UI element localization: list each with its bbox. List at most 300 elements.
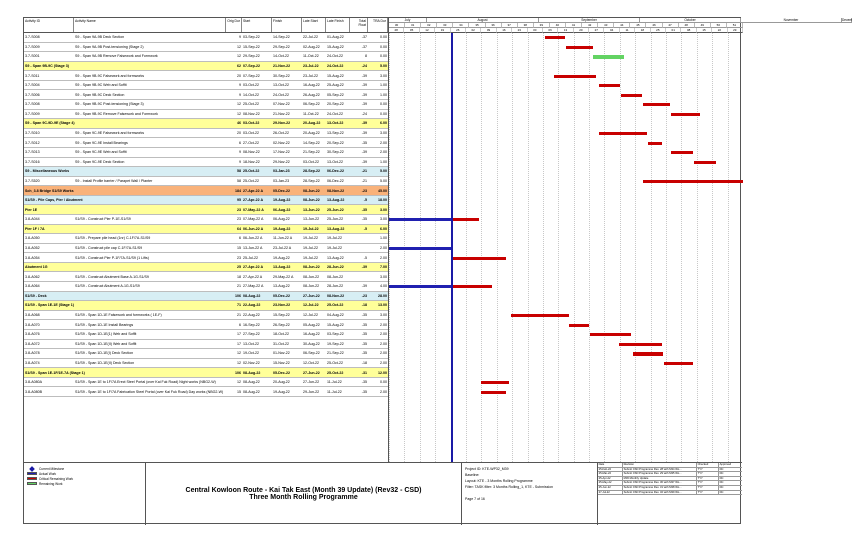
cell-st: 08-Aug-22 xyxy=(243,380,260,385)
cell-od: 20 xyxy=(237,73,241,78)
gantt-bar[interactable] xyxy=(481,391,506,394)
cell-ls: 12-Oct-22 xyxy=(303,360,319,365)
table-row[interactable] xyxy=(24,387,388,397)
table-row[interactable] xyxy=(24,158,388,168)
month-header: Decem xyxy=(842,18,852,22)
day-header: 26 xyxy=(451,28,466,33)
group-header-row[interactable] xyxy=(24,205,388,215)
gantt-bar[interactable] xyxy=(648,142,662,145)
cell-tf: -35 xyxy=(361,140,367,145)
cell-ls: 27-Jun-22 xyxy=(303,380,320,385)
cell-lf: 13-Aug-22 xyxy=(327,226,345,231)
week-header: 42 xyxy=(582,23,598,28)
cell-st: 03-Oct-22 xyxy=(243,121,260,126)
cell-tr: 5.00 xyxy=(380,64,387,69)
cell-ls: 06-Sep-22 xyxy=(303,351,320,356)
col-total-float[interactable]: Total Float xyxy=(350,18,368,32)
cell-lf: 28-Jun-22 xyxy=(327,284,344,289)
cell-lf: 19-Sep-22 xyxy=(327,341,344,346)
cell-lf: 04-Aug-22 xyxy=(327,313,344,318)
cell-st: 08-Aug-22 xyxy=(243,293,261,298)
cell-name: S1/S9 - Construct Pier P-1F/7A-S1/S9 (1 Lifts) xyxy=(75,255,149,260)
cell-ls: 28-Sep-22 xyxy=(303,178,320,183)
cell-fn: 19-Aug-22 xyxy=(273,198,291,203)
table-header xyxy=(24,18,388,33)
day-header: 15 xyxy=(697,28,712,33)
cell-od: 12 xyxy=(237,360,241,365)
cell-id: 3.8-A052 xyxy=(25,246,40,250)
gantt-bar[interactable] xyxy=(452,218,479,221)
week-header: 43 xyxy=(598,23,614,28)
cell-tf: -39 xyxy=(361,92,367,97)
cell-lf: 13-Aug-22 xyxy=(327,255,344,260)
cell-id: 3.7-S001 xyxy=(25,54,40,59)
col-late-start[interactable]: Late Start xyxy=(302,18,326,32)
cell-tr: 6.00 xyxy=(380,121,387,126)
gantt-bar[interactable] xyxy=(389,247,452,250)
cell-od: 15 xyxy=(237,246,241,250)
gantt-bar[interactable] xyxy=(389,218,452,221)
cell-st: 18-Nov-22 xyxy=(243,159,260,164)
cell-tr: 2.00 xyxy=(380,389,387,394)
cell-tr: 2.00 xyxy=(380,360,387,365)
group-header-row[interactable] xyxy=(24,263,388,273)
filter-name: Filter: TASK filter: 3 Months Rolling_1, KTE - Submission xyxy=(465,485,553,489)
group-header-row[interactable] xyxy=(24,301,388,311)
cell-ls: 12-Jul-22 xyxy=(303,313,318,318)
cell-tr: 0.00 xyxy=(380,102,387,107)
cell-name: S9 - Span 9B-9C Web and Soffit xyxy=(75,83,127,88)
revision-cell: TYY xyxy=(697,472,719,476)
cell-fn: 19-Aug-22 xyxy=(273,255,290,260)
cell-st: 07-Sep-22 xyxy=(243,64,260,69)
grid-line xyxy=(543,33,544,462)
table-row[interactable] xyxy=(24,253,388,263)
cell-st: 16-Sep-22 xyxy=(243,322,260,327)
cell-od: 12 xyxy=(237,351,241,356)
cell-fn: 11-Jun-22 A xyxy=(273,236,293,241)
cell-od: 12 xyxy=(237,102,241,107)
table-row[interactable] xyxy=(24,215,388,225)
table-row[interactable] xyxy=(24,90,388,100)
cell-id: 3.7-S008 xyxy=(25,102,40,107)
gantt-bar[interactable] xyxy=(633,352,664,355)
cell-st: 27-Apr-22 A xyxy=(243,274,263,279)
cell-ls: 23-Jul-22 xyxy=(303,73,318,78)
gantt-bar[interactable] xyxy=(643,103,671,106)
cell-id: 3.7-S520 xyxy=(25,178,40,183)
day-header: 01 xyxy=(666,28,681,33)
cell-tf: -39 xyxy=(361,150,367,155)
gantt-bar[interactable] xyxy=(452,257,506,260)
cell-fn: 15-Nov-22 xyxy=(273,360,290,365)
cell-od: 58 xyxy=(237,169,241,174)
cell-lf: 06-Dec-22 xyxy=(327,178,344,183)
table-row[interactable] xyxy=(24,110,388,120)
gantt-bar[interactable] xyxy=(619,343,662,346)
cell-st: 03-Oct-22 xyxy=(243,131,259,136)
gantt-bar[interactable] xyxy=(569,324,589,327)
gantt-bar[interactable] xyxy=(511,314,569,317)
week-header: 34 xyxy=(453,23,469,28)
table-row[interactable] xyxy=(24,320,388,330)
cell-ls: 08-Jun-22 xyxy=(303,198,320,203)
table-row[interactable] xyxy=(24,177,388,187)
cell-fn: 03-Jan-23 xyxy=(273,178,290,183)
revision-cell: Submit CSD Programme Rev. 29 with M35 Wo... xyxy=(623,472,697,476)
month-header: August xyxy=(427,18,539,23)
col-activity-id[interactable]: Activity ID xyxy=(24,18,74,32)
cell-fn: 01-Nov-22 xyxy=(273,351,290,356)
grid-line xyxy=(697,33,698,462)
cell-tr: 4.00 xyxy=(380,284,387,289)
revision-cell: Revision xyxy=(623,463,697,467)
day-header: 23 xyxy=(512,28,527,33)
cell-id: 3.8-A080A xyxy=(25,380,42,385)
gantt-bar[interactable] xyxy=(566,46,593,49)
week-header: 36 xyxy=(486,23,502,28)
cell-tf: -39 xyxy=(361,265,367,270)
table-row[interactable] xyxy=(24,234,388,244)
cell-lf: 19-Jul-22 xyxy=(327,236,342,241)
cell-name: S1/S9 - Span 1E to 1F/7A Fabrication Steel Portal (over Kai Fuk Road) Day works (NBG2-W) xyxy=(75,389,224,394)
cell-id: 3.8-A050 xyxy=(25,236,40,241)
cell-st: 27-Oct-22 xyxy=(243,140,259,145)
cell-name: S9 - Span 9A-9B Remove Falsework and Formwork xyxy=(75,54,158,59)
revision-cell: DC xyxy=(719,481,724,485)
revision-cell: 27-Jul-22 xyxy=(598,491,623,495)
cell-tr: 3.00 xyxy=(380,217,387,222)
cell-tr: 1.00 xyxy=(380,159,387,164)
grid-line xyxy=(466,33,467,462)
group-header-row[interactable] xyxy=(24,62,388,72)
day-header: 19 xyxy=(435,28,450,33)
cell-od: 18 xyxy=(237,274,241,279)
col-tra-dur[interactable]: TRA Dur xyxy=(368,18,388,32)
cell-fn: 21-Nov-22 xyxy=(273,111,290,116)
col-start[interactable]: Start xyxy=(242,18,272,32)
cell-tf: -35 xyxy=(361,341,367,346)
cell-lf: 13-Oct-22 xyxy=(327,121,344,126)
cell-name: S9 - Span 9B-9C Post-tensioning (Stage 3) xyxy=(75,102,144,107)
cell-tr: 1.00 xyxy=(380,92,387,97)
cell-ls: 19-Jul-22 xyxy=(303,226,319,231)
cell-id: Abutment 1G xyxy=(25,265,48,270)
cell-name: S1/S9 - Span 1D-1E(I) Deck Section xyxy=(75,351,134,356)
col-late-finish[interactable]: Late Finish xyxy=(326,18,350,32)
table-row[interactable] xyxy=(24,282,388,292)
table-row[interactable] xyxy=(24,129,388,139)
gantt-bar[interactable] xyxy=(643,180,743,183)
cell-fn: 05-Dec-22 xyxy=(273,188,290,193)
revision-cell: M36 Monthly Update xyxy=(623,477,697,481)
cell-od: 12 xyxy=(237,380,241,385)
gantt-bar[interactable] xyxy=(621,94,642,97)
gantt-bar[interactable] xyxy=(593,55,624,58)
table-row[interactable] xyxy=(24,272,388,282)
legend-label: Actual Work xyxy=(39,471,57,476)
legend-swatch xyxy=(27,482,37,485)
week-header: 48 xyxy=(679,23,695,28)
cell-lf: 25-Aug-22 xyxy=(327,83,344,88)
col-finish[interactable]: Finish xyxy=(272,18,302,32)
cell-st: 07-Sep-22 xyxy=(243,73,260,78)
cell-st: 13-Oct-22 xyxy=(243,341,259,346)
table-row[interactable] xyxy=(24,340,388,350)
cell-ls: 03-Oct-22 xyxy=(303,159,319,164)
revision-cell: Checked xyxy=(697,463,719,467)
revision-cell: 25-Jun-22 xyxy=(598,486,623,490)
baseline: Baseline: xyxy=(465,473,480,477)
cell-tf: -5 xyxy=(363,198,367,203)
data-date-line xyxy=(451,33,452,462)
cell-name: S1/S9 - Span 1D-1E(1) Web and Soffit xyxy=(75,332,137,337)
cell-tf: -21 xyxy=(361,178,367,183)
month-header: September xyxy=(539,18,640,23)
legend-label: Current Milestone xyxy=(39,466,65,471)
table-row[interactable] xyxy=(24,71,388,81)
cell-id: 3.8-A072 xyxy=(25,341,40,346)
cell-fn: 26-Oct-22 xyxy=(273,131,289,136)
cell-ls: 05-Aug-22 xyxy=(303,322,320,327)
cell-id: 3.7-S009 xyxy=(25,44,40,49)
cell-tr: 5.00 xyxy=(380,178,387,183)
cell-ls: 20-Aug-22 xyxy=(303,131,320,136)
grid-line xyxy=(528,33,529,462)
cell-tf: -39 xyxy=(361,121,367,126)
cell-od: 23 xyxy=(237,255,241,260)
grid-line xyxy=(589,33,590,462)
cell-tr: 0.00 xyxy=(380,111,387,116)
revision-cell: TYY xyxy=(697,491,719,495)
cell-od: 23 xyxy=(237,217,241,222)
activity-table xyxy=(24,18,388,397)
week-header: 32 xyxy=(421,23,437,28)
table-row[interactable] xyxy=(24,148,388,158)
cell-tf: -24 xyxy=(361,111,367,116)
cell-lf: 21-Sep-22 xyxy=(327,351,344,356)
project-info xyxy=(462,462,598,525)
cell-st: 08-Nov-22 xyxy=(243,150,260,155)
col-orig-dur[interactable]: Orig Dur xyxy=(226,18,242,32)
week-header: 35 xyxy=(469,23,485,28)
table-row[interactable] xyxy=(24,138,388,148)
cell-st: 27-Apr-22 A xyxy=(243,188,264,193)
cell-od: 21 xyxy=(237,313,241,318)
gantt-bar[interactable] xyxy=(389,285,452,288)
cell-tr: 1.00 xyxy=(380,83,387,88)
gantt-bar[interactable] xyxy=(694,161,716,164)
cell-od: 9 xyxy=(239,159,241,164)
revision-cell: TYY xyxy=(697,477,719,481)
grid-line xyxy=(651,33,652,462)
month-header: November xyxy=(741,18,842,23)
table-row[interactable] xyxy=(24,81,388,91)
cell-fn: 14-Sep-22 xyxy=(273,35,290,40)
week-header: 40 xyxy=(550,23,566,28)
revision-cell: Submit CSD Programme Rev. 32 with M39 Wo... xyxy=(623,491,697,495)
table-row[interactable] xyxy=(24,349,388,359)
group-header-row[interactable] xyxy=(24,186,388,196)
group-header-row[interactable] xyxy=(24,368,388,378)
cell-id: S1/S9 - Pile Caps, Pier / Abutment xyxy=(25,198,83,203)
cell-id: 3.7-S009 xyxy=(25,111,40,116)
cell-st: 25-Oct-22 xyxy=(243,169,260,174)
cell-od: 12 xyxy=(237,54,241,59)
cell-tr: 45.00 xyxy=(378,188,387,193)
cell-od: 95 xyxy=(237,198,241,203)
cell-st: 15-Sep-22 xyxy=(243,44,260,49)
cell-lf: 25-Jun-22 xyxy=(327,217,344,222)
group-header-row[interactable] xyxy=(24,196,388,206)
cell-id: S1/S9 - Deck xyxy=(25,293,47,298)
gantt-bar[interactable] xyxy=(664,362,692,365)
cell-tf: -23 xyxy=(361,188,367,193)
cell-st: 06-Jun-22 A xyxy=(243,236,263,241)
revision-row xyxy=(598,491,742,496)
cell-lf: 20-Sep-22 xyxy=(327,140,344,145)
gantt-bar[interactable] xyxy=(452,285,492,288)
gantt-bar[interactable] xyxy=(599,132,647,135)
grid-line xyxy=(620,33,621,462)
cell-tr: 2.00 xyxy=(380,140,387,145)
revision-cell: TYY xyxy=(697,481,719,485)
cell-id: 3.7-S013 xyxy=(25,150,40,155)
cell-tf: -35 xyxy=(361,217,367,222)
table-row[interactable] xyxy=(24,52,388,62)
revision-cell: DC xyxy=(719,472,724,476)
gantt-bar[interactable] xyxy=(671,151,692,154)
cell-tr: 3.00 xyxy=(380,313,387,318)
cell-ls: 08-Jun-22 xyxy=(303,188,320,193)
table-row[interactable] xyxy=(24,359,388,369)
day-header: 08 xyxy=(681,28,696,33)
cell-tf: -31 xyxy=(361,370,367,375)
table-row[interactable] xyxy=(24,33,388,43)
group-header-row[interactable] xyxy=(24,167,388,177)
cell-od: 106 xyxy=(235,370,241,375)
cell-tf: -37 xyxy=(361,44,367,49)
cell-st: 08-Nov-22 xyxy=(243,111,260,116)
programme-title: Three Month Rolling Programme xyxy=(249,494,358,501)
cell-tf: -39 xyxy=(361,83,367,88)
cell-lf: 25-Jun-22 xyxy=(327,207,344,212)
gantt-bar[interactable] xyxy=(545,36,565,39)
cell-ls: 27-Jun-22 xyxy=(303,293,320,298)
cell-id: Sch_3.8 Bridge S1/S9 Works xyxy=(25,188,74,193)
table-row[interactable] xyxy=(24,244,388,254)
cell-id: 3.8-A074 xyxy=(25,360,40,365)
cell-tr: 3.00 xyxy=(380,274,387,279)
cell-name: S1/S9 - Span 1D-1E(II) Web and Soffit xyxy=(75,341,137,346)
cell-ls: 22-Jul-22 xyxy=(303,35,318,40)
group-header-row[interactable] xyxy=(24,119,388,129)
table-row[interactable] xyxy=(24,43,388,53)
cell-tf: -35 xyxy=(361,389,367,394)
cell-tf: -35 xyxy=(361,351,367,356)
cell-fn: 20-Aug-22 xyxy=(273,380,290,385)
cell-tr: 3.00 xyxy=(380,131,387,136)
cell-tr: 6.00 xyxy=(380,226,387,231)
cell-od: 106 xyxy=(235,293,241,298)
cell-fn: 29-Sep-22 xyxy=(273,44,290,49)
cell-ls: 26-Aug-22 xyxy=(303,92,320,97)
cell-fn: 06-Aug-22 xyxy=(273,217,290,222)
revision-cell: DC xyxy=(719,476,724,480)
cell-ls: 19-Jul-22 xyxy=(303,255,318,260)
cell-st: 27-Apr-22 A xyxy=(243,265,264,270)
cell-name: S9 - Span 9C-9E Deck Section xyxy=(75,159,125,164)
cell-id: 3.7-S008 xyxy=(25,35,40,40)
cell-name: S1/S9 - Construct Abutment A-1G-S1/S9 xyxy=(75,284,140,289)
grid-line xyxy=(666,33,667,462)
cell-tf: -35 xyxy=(361,380,367,385)
cell-ls: 23-Jul-22 xyxy=(303,64,319,69)
gantt-bar[interactable] xyxy=(671,113,699,116)
cell-id: 3.8-A078 xyxy=(25,351,40,356)
cell-lf: 24-Oct-22 xyxy=(327,54,343,59)
cell-st: 07-May-22 A xyxy=(243,217,264,222)
col-activity-name[interactable]: Activity Name xyxy=(74,18,226,32)
table-row[interactable] xyxy=(24,378,388,388)
week-header: 30 xyxy=(389,23,405,28)
gantt-chart xyxy=(388,18,852,462)
cell-ls: 02-Aug-22 xyxy=(303,44,320,49)
cell-tr: 0.00 xyxy=(380,380,387,385)
cell-fn: 23-Nov-22 xyxy=(273,303,291,308)
group-header-row[interactable] xyxy=(24,292,388,302)
cell-tf: -39 xyxy=(361,159,367,164)
cell-name: S9 - Span 9A-9B Post-tensioning (Stage 2) xyxy=(75,44,144,49)
gantt-bar[interactable] xyxy=(599,84,620,87)
group-header-row[interactable] xyxy=(24,225,388,235)
cell-od: 62 xyxy=(237,64,241,69)
table-row[interactable] xyxy=(24,100,388,110)
cell-tf: -24 xyxy=(361,64,367,69)
cell-lf: 03-Sep-22 xyxy=(327,332,344,337)
gantt-bar[interactable] xyxy=(554,75,596,78)
revision-cell: Submit CSD Programme Rev. 30 with M37 Wo... xyxy=(623,481,697,485)
cell-name: S9 - Span 9B-9C Deck Section xyxy=(75,92,125,97)
cell-lf: 25-Oct-22 xyxy=(327,370,344,375)
legend-item xyxy=(27,481,142,486)
grid-line xyxy=(604,33,605,462)
cell-ls: 19-Jul-22 xyxy=(303,246,318,250)
cell-tf: -18 xyxy=(361,360,367,365)
project-id: Project ID: KTE-WP32_M39 xyxy=(465,467,509,471)
gantt-bar[interactable] xyxy=(481,381,509,384)
cell-ls: 29-Jun-22 xyxy=(303,389,320,394)
cell-od: 6 xyxy=(239,322,241,327)
cell-ls: 27-Jun-22 xyxy=(303,370,320,375)
cell-fn: 18-Oct-22 xyxy=(273,332,289,337)
table-row[interactable] xyxy=(24,311,388,321)
cell-tr: 2.00 xyxy=(380,341,387,346)
page-number: Page 7 of 16 xyxy=(465,497,485,501)
day-header: 02 xyxy=(466,28,481,33)
gantt-bar[interactable] xyxy=(590,333,631,336)
week-header: 50 xyxy=(711,23,727,28)
cell-id: S9 - Span 9B-9C (Stage 3) xyxy=(25,64,69,69)
cell-ls: 21-Sep-22 xyxy=(303,150,320,155)
cell-tf: -39 xyxy=(361,102,367,107)
cell-tr: 7.00 xyxy=(380,265,387,270)
revision-cell: 25-Apr-22 xyxy=(598,477,623,481)
cell-fn: 05-Dec-22 xyxy=(273,293,290,298)
cell-fn: 07-Nov-22 xyxy=(273,102,290,107)
cell-fn: 24-Oct-22 xyxy=(273,92,289,97)
table-row[interactable] xyxy=(24,330,388,340)
